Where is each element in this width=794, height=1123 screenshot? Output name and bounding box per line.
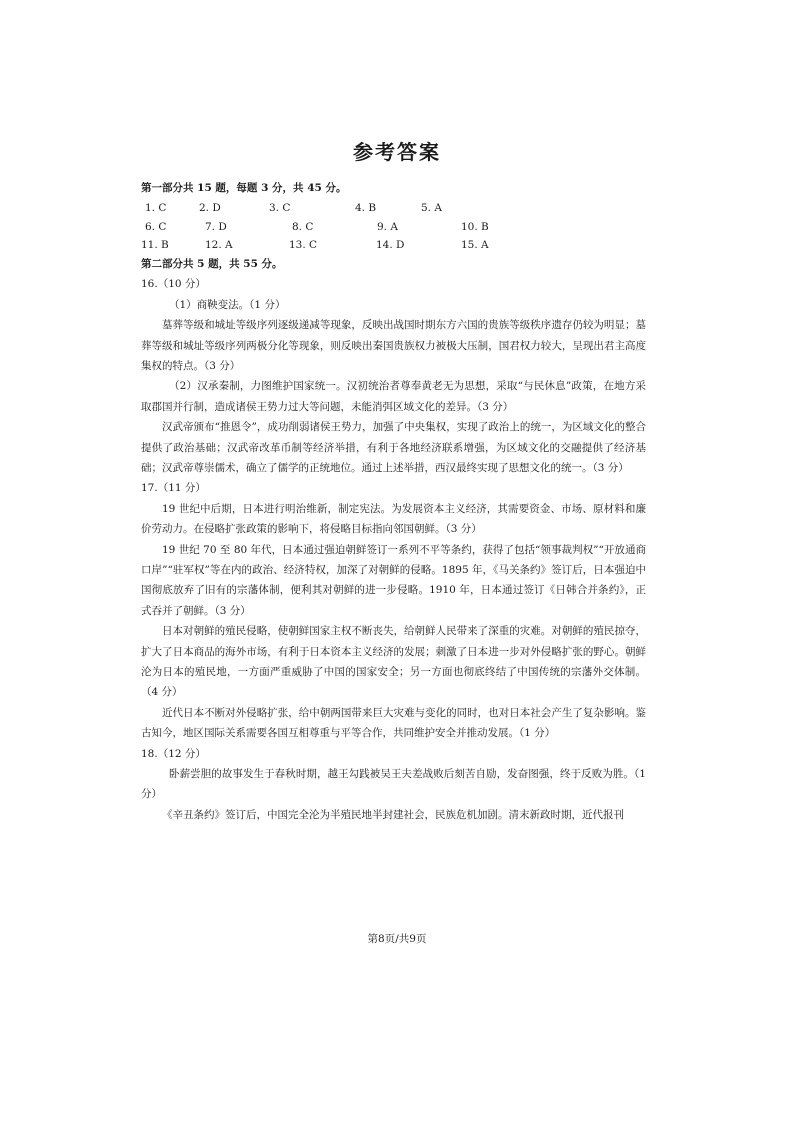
q16-answer-3: （2）汉承秦制，力图维护国家统一。汉初统治者尊奉黄老无为思想，采取“与民休息”政策，在地方采取郡国并行制，造成诸侯王势力过大等问题，未能消弭区域文化的差异。（3 分） — [141, 380, 646, 413]
answer-item: 2. D — [199, 202, 221, 215]
answer-item: 1. C — [145, 202, 167, 215]
q17-answer-4: 近代日本不断对外侵略扩张，给中朝两国带来巨大灾难与变化的同时，也对日本社会产生了复杂影响。鉴古知今，地区国际关系需要各国互相尊重与平等合作，共同维护安全并推动发展。（1 分） — [141, 706, 646, 740]
answer-item: 12. A — [205, 239, 233, 252]
answer-item: 10. B — [461, 220, 489, 233]
page-title: 参考答案 — [353, 140, 441, 164]
question-17-heading: 17.（11 分） — [141, 482, 206, 495]
answer-item: 4. B — [355, 202, 377, 215]
q16-answer-1: （1）商鞅变法。（1 分） — [169, 298, 286, 311]
answer-item: 3. C — [269, 202, 291, 215]
answer-item: 15. A — [461, 239, 489, 252]
answer-item: 13. C — [289, 239, 318, 252]
q17-answer-2: 19 世纪 70 至 80 年代，日本通过强迫朝鲜签订一系列不平等条约，获得了包括“领事裁判权”“开放通商口岸”“驻军权”等在内的政治、经济特权，加深了对朝鲜的侵略。1895 年，《马关条约》签订后，日本强迫中国彻底放弃了旧有的宗藩体制，便利其对朝鲜的进一步侵略。1910 年，日本通过签订《日韩合并条约》，正式吞并了朝鲜。（3 分） — [141, 543, 646, 617]
answer-content — [141, 178, 646, 825]
page-number: 第8页/共9页 — [367, 933, 427, 945]
answer-item: 9. A — [377, 220, 398, 233]
answer-item: 6. C — [145, 220, 167, 233]
q17-answer-3: 日本对朝鲜的殖民侵略，使朝鲜国家主权不断丧失，给朝鲜人民带来了深重的灾难。对朝鲜的殖民掠夺，扩大了日本商品的海外市场，有利于日本资本主义经济的发展；刺激了日本进一步对外侵略扩张的野心。朝鲜沦为日本的殖民地，一方面严重威胁了中国的国家安全；另一方面也彻底终结了中国传统的宗藩外交体制。（4 分） — [141, 625, 646, 699]
answer-item: 8. C — [292, 220, 314, 233]
answer-item: 11. B — [141, 239, 169, 252]
q16-answer-4: 汉武帝颁布“推恩令”，成功削弱诸侯王势力，加强了中央集权，实现了政治上的统一，为区域文化的整合提供了政治基础；汉武帝改革币制等经济举措，有利于各地经济联系增强，为区域文化的交融提供了经济基础；汉武帝尊崇儒术，确立了儒学的正统地位。通过上述举措，西汉最终实现了思想文化的统一。（3 分） — [141, 421, 646, 474]
q17-answer-1: 19 世纪中后期，日本进行明治维新，制定宪法。为发展资本主义经济，其需要资金、市场、原材料和廉价劳动力。在侵略扩张政策的影响下，将侵略目标指向邻国朝鲜。（3 分） — [141, 502, 646, 536]
q16-answer-2: 墓葬等级和城址等级序列逐级递减等现象，反映出战国时期东方六国的贵族等级秩序遗存仍较为明显；墓葬等级和城址等级序列两极分化等现象，则反映出秦国贵族权力被极大压制，国君权力较大，呈现出君主高度集权的特点。（3 分） — [141, 319, 646, 372]
answer-item: 7. D — [205, 220, 227, 233]
question-18-heading: 18.（12 分） — [141, 747, 206, 760]
part1-header: 第一部分共 15 题，每题 3 分，共 45 分。 — [141, 182, 347, 194]
q18-answer-2: 《辛丑条约》签订后，中国完全沦为半殖民地半封建社会，民族危机加剧。清末新政时期，近代报刊 — [162, 808, 624, 821]
answer-row — [141, 198, 646, 217]
answer-row — [141, 235, 646, 254]
question-16-heading: 16.（10 分） — [141, 278, 206, 291]
part2-header: 第二部分共 5 题，共 55 分。 — [141, 257, 283, 270]
answer-item: 5. A — [421, 202, 442, 215]
answer-item: 14. D — [376, 239, 405, 252]
answer-row — [141, 217, 646, 236]
q18-answer-1: 卧薪尝胆的故事发生于春秋时期，越王勾践被吴王夫差战败后刻苦自励，发奋图强，终于反败为胜。（1 分） — [141, 768, 646, 801]
